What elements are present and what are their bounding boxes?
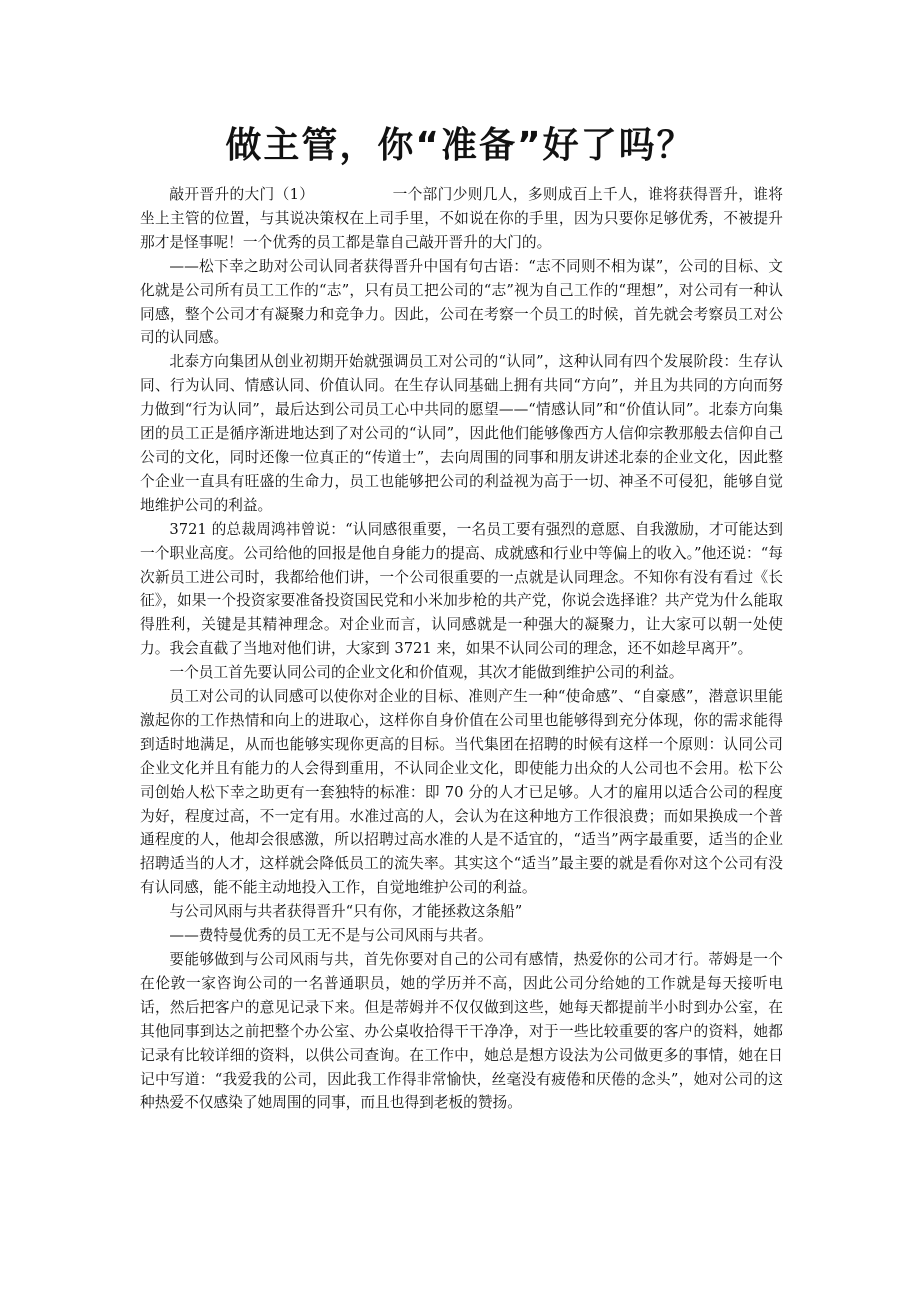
paragraph: 一个员工首先要认同公司的企业文化和价值观，其次才能做到维护公司的利益。	[169, 664, 684, 682]
paragraph: ——费特曼优秀的员工无不是与公司风雨与共者。	[169, 927, 493, 945]
paragraph: 要能够做到与公司风雨与共，首先你要对自己的公司有感情，热爱你的公司才行。蒂姆是一个在伦敦一家咨询公司的一名普通职员，她的学历并不高，因此公司分给她的工作就是每天接听电话，然后把客户的意见记录下来。但是蒂姆并不仅仅做到这些，她每天都提前半小时到办公室，在其他同事到达之前把整个办公室、办公桌收拾得干干净净，对于一些比较重要的客户的资料，她都记录有比较详细的资料，以供公司查询。在工作中，她总是想方设法为公司做更多的事情，她在日记中写道：“我爱我的公司，因此我工作得非常愉快，丝毫没有疲倦和厌倦的念头”，她对公司的这种热爱不仅感染了她周围的同事，而且也得到老板的赞扬。	[140, 951, 783, 1112]
paragraph: 员工对公司的认同感可以使你对企业的目标、准则产生一种“使命感”、“自豪感”，潜意识里能激起你的工作热情和向上的进取心，这样你自身价值在公司里也能够得到充分体现，你的需求能得到适时地满足，从而也能够实现你更高的目标。当代集团在招聘的时候有这样一个原则：认同公司企业文化并且有能力的人会得到重用，不认同企业文化，即使能力出众的人公司也不会用。松下公司创始人松下幸之助更有一套独特的标准：即 70 分的人才已足够。人才的雇用以适合公司的程度为好，程度过高，不一定有用。水准过高的人，会认为在这种地方工作很浪费；而如果换成一个普通程度的人，他却会很感激，所以招聘过高水准的人是不适宜的，“适当”两字最重要，适当的企业招聘适当的人才，这样就会降低员工的流失率。其实这个“适当”最主要的就是看你对这个公司有没有认同感，能不能主动地投入工作，自觉地维护公司的利益。	[140, 688, 783, 897]
document-body	[140, 183, 783, 1115]
paragraph	[140, 183, 783, 255]
paragraph: ——松下幸之助对公司认同者获得晋升中国有句古语：“志不同则不相为谋”，公司的目标、文化就是公司所有员工工作的“志”，只有员工把公司的“志”视为自己工作的“理想”，对公司有一种认同感，整个公司才有凝聚力和竞争力。因此，公司在考察一个员工的时候，首先就会考察员工对公司的认同感。	[140, 257, 783, 347]
paragraph-lead: 敲开晋升的大门（1）	[169, 186, 315, 203]
document-title: 做主管，你“准备”好了吗？	[225, 125, 695, 166]
paragraph: 与公司风雨与共者获得晋升“只有你，才能拯救这条船”	[169, 903, 523, 921]
paragraph: 3721 的总裁周鸿祎曾说：“认同感很重要，一名员工要有强烈的意愿、自我激励，才可能达到一个职业高度。公司给他的回报是他自身能力的提高、成就感和行业中等偏上的收入。”他还说：“每次新员工进公司时，我都给他们讲，一个公司很重要的一点就是认同理念。不知你有没有看过《长征》，如果一个投资家要准备投资国民党和小米加步枪的共产党，你说会选择谁？共产党为什么能取得胜利，关键是其精神理念。对企业而言，认同感就是一种强大的凝聚力，让大家可以朝一处使力。我会直截了当地对他们讲，大家到 3721 来，如果不认同公司的理念，还不如趁早离开”。	[140, 520, 783, 658]
paragraph: 北泰方向集团从创业初期开始就强调员工对公司的“认同”，这种认同有四个发展阶段：生存认同、行为认同、情感认同、价值认同。在生存认同基础上拥有共同“方向”，并且为共同的方向而努力做到“行为认同”，最后达到公司员工心中共同的愿望——“情感认同”和“价值认同”。北泰方向集团的员工正是循序渐进地达到了对公司的“认同”，因此他们能够像西方人信仰宗教那般去信仰自己公司的文化，同时还像一位真正的“传道士”，去向周围的同事和朋友讲述北泰的企业文化，因此整个企业一直具有旺盛的生命力，员工也能够把公司的利益视为高于一切、神圣不可侵犯，能够自觉地维护公司的利益。	[140, 353, 783, 514]
paragraph-text: 一个部门少则几人，多则成百上千人，谁将获得晋升，谁将坐上主管的位置，与其说决策权在上司手里，不如说在你的手里，因为只要你足够优秀，不被提升那才是怪事呢！一个优秀的员工都是靠自己敲开晋升的大门的。	[140, 186, 783, 251]
